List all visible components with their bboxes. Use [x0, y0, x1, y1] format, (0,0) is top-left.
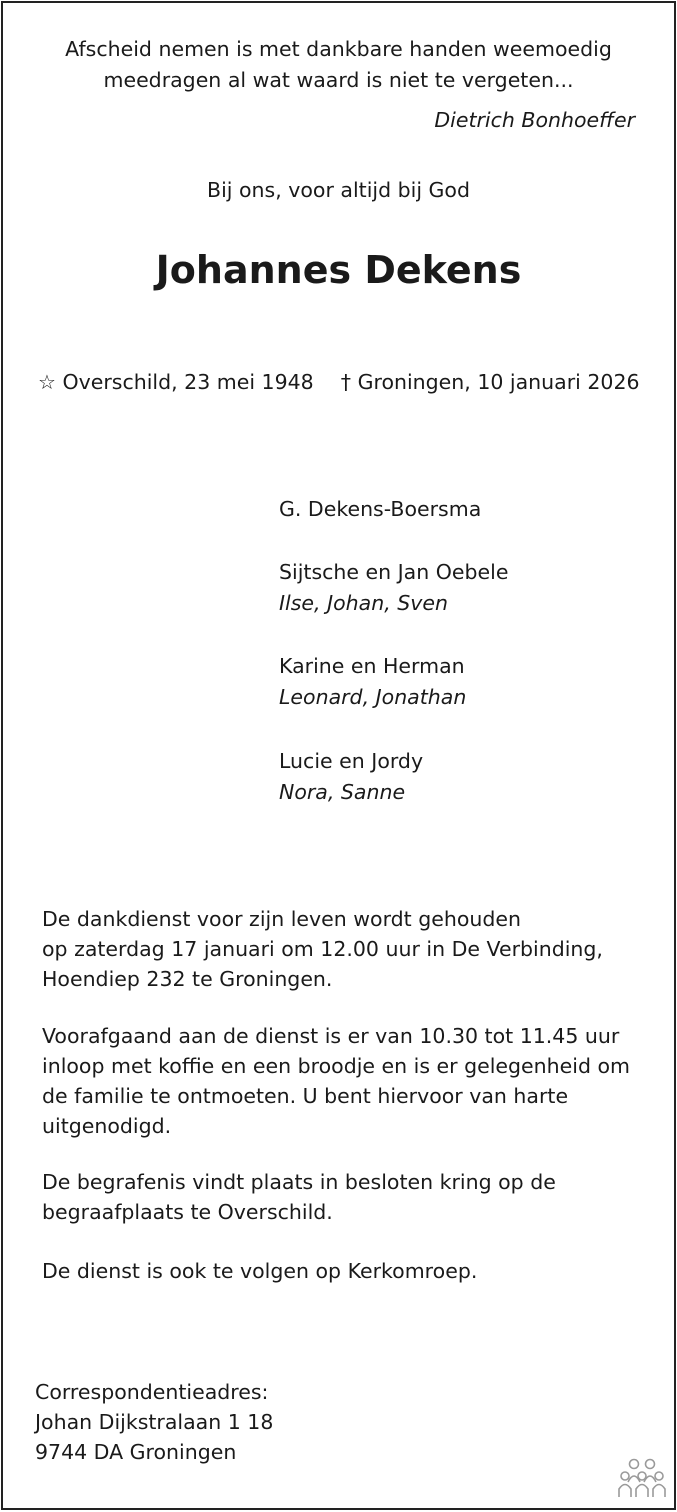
correspondence-street: Johan Dijkstralaan 1 18: [35, 1410, 274, 1434]
people-group-icon: [617, 1455, 667, 1499]
cross-icon: †: [340, 370, 352, 394]
correspondence-label: Correspondentieadres:: [35, 1380, 269, 1404]
stream-line: De dienst is ook te volgen op Kerkomroep.: [42, 1259, 478, 1283]
stream-paragraph: [42, 1256, 642, 1286]
grandchildren-1: Ilse, Johan, Sven: [279, 591, 448, 615]
inloop-line: uitgenodigd.: [42, 1114, 172, 1138]
burial-line: De begrafenis vindt plaats in besloten kring op de: [42, 1170, 556, 1194]
intro-text: Bij ons, voor altijd bij God: [207, 178, 470, 202]
burial-line: begraafplaats te Overschild.: [42, 1200, 333, 1224]
service-line: Hoendiep 232 te Groningen.: [42, 967, 333, 991]
birth-text: Overschild, 23 mei 1948: [62, 370, 314, 394]
star-icon: ☆: [38, 370, 56, 394]
quote-line-2: meedragen al wat waard is niet te vergeten...: [103, 68, 574, 92]
inloop-line: inloop met koffie en een broodje en is er gelegenheid om: [42, 1054, 630, 1078]
inloop-paragraph: [42, 1021, 642, 1141]
family-spouse: G. Dekens-Boersma: [279, 497, 482, 521]
correspondence-block: [35, 1377, 635, 1467]
quote-line-1: Afscheid nemen is met dankbare handen weemoedig: [65, 37, 612, 61]
correspondence-city: 9744 DA Groningen: [35, 1440, 237, 1464]
inloop-line: de familie te ontmoeten. U bent hiervoor van harte: [42, 1084, 569, 1108]
service-line: De dankdienst voor zijn leven wordt gehouden: [42, 907, 521, 931]
quote-author: Dietrich Bonhoeffer: [434, 108, 635, 132]
deceased-name: Johannes Dekens: [155, 248, 522, 292]
death-text: Groningen, 10 januari 2026: [357, 370, 640, 394]
family-child-2: Karine en Herman: [279, 654, 465, 678]
burial-paragraph: [42, 1167, 642, 1227]
grandchildren-3: Nora, Sanne: [279, 780, 406, 804]
service-line: op zaterdag 17 januari om 12.00 uur in De Verbinding,: [42, 937, 603, 961]
dates-line: [38, 367, 640, 398]
family-child-3: Lucie en Jordy: [279, 749, 424, 773]
inloop-line: Voorafgaand aan de dienst is er van 10.30 tot 11.45 uur: [42, 1024, 620, 1048]
service-paragraph: [42, 904, 642, 994]
family-child-1: Sijtsche en Jan Oebele: [279, 560, 509, 584]
grandchildren-2: Leonard, Jonathan: [279, 685, 467, 709]
